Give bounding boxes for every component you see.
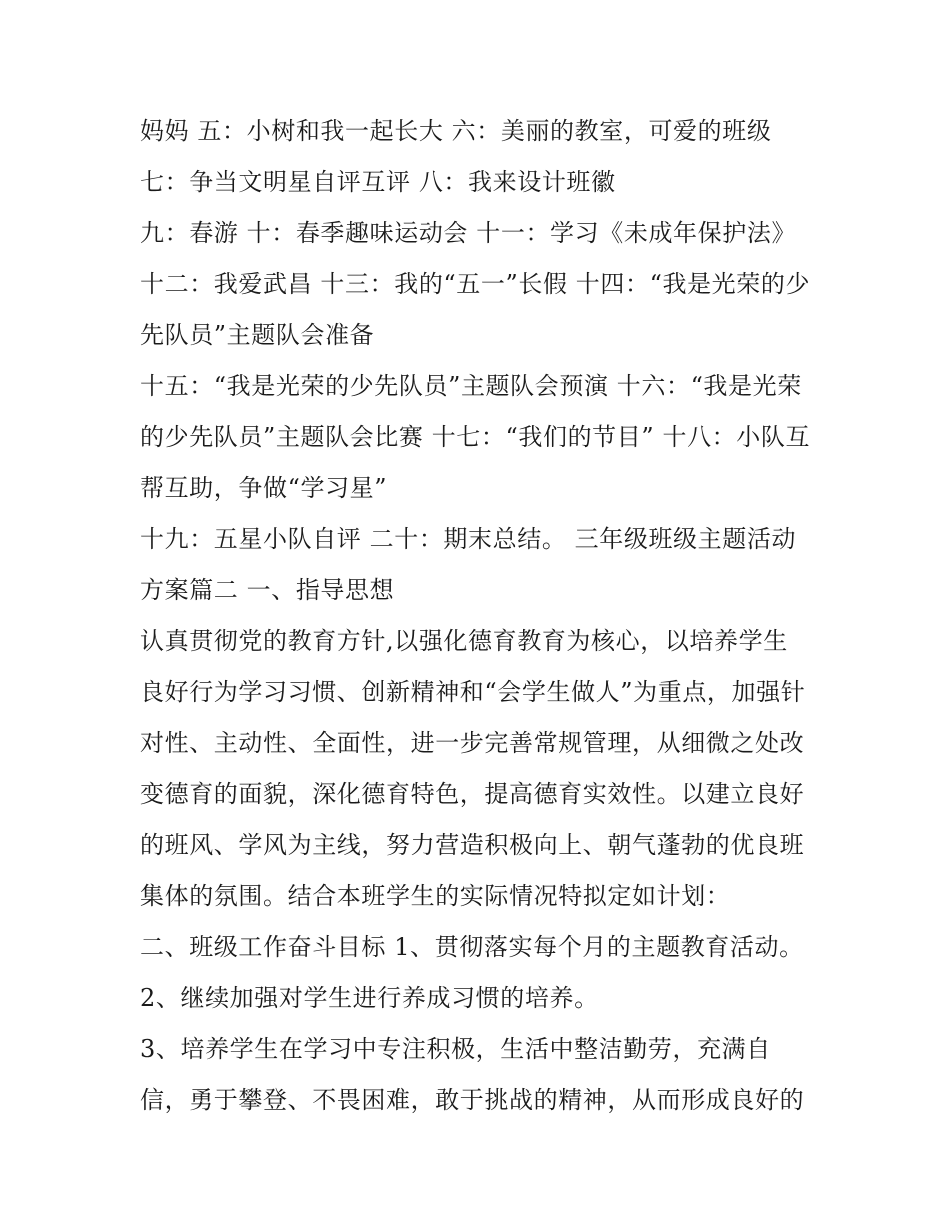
text-line: 变德育的面貌，深化德育特色，提高德育实效性。以建立良好 (140, 780, 805, 808)
text-line: 集体的氛围。结合本班学生的实际情况特拟定如计划： (140, 882, 731, 910)
text-line: 良好行为学习习惯、创新精神和“会学生做人”为重点，加强针 (140, 678, 806, 706)
text-line: 方案篇二 一、指导思想 (140, 576, 395, 604)
text-line: 二、班级工作奋斗目标 1、贯彻落实每个月的主题教育活动。 (140, 933, 804, 961)
text-line: 信，勇于攀登、不畏困难，敢于挑战的精神，从而形成良好的 (140, 1086, 805, 1114)
text-line: 的班风、学风为主线，努力营造积极向上、朝气蓬勃的优良班 (140, 831, 805, 859)
text-line: 九：春游 十：春季趣味运动会 十一：学习《未成年保护法》 (140, 219, 797, 247)
text-line: 认真贯彻党的教育方针,以强化德育教育为核心，以培养学生 (140, 627, 788, 655)
text-line: 的少先队员”主题队会比赛 十七：“我们的节目” 十八：小队互 (140, 423, 811, 451)
text-line: 十九：五星小队自评 二十：期末总结。 三年级班级主题活动 (140, 525, 797, 553)
text-line: 帮互助，争做“学习星” (140, 474, 388, 502)
text-line: 七：争当文明星自评互评 八：我来设计班徽 (140, 168, 616, 196)
text-line: 3、培养学生在学习中专注积极，生活中整洁勤劳，充满自 (140, 1035, 771, 1063)
text-line: 十五：“我是光荣的少先队员”主题队会预演 十六：“我是光荣 (140, 372, 802, 400)
text-line: 对性、主动性、全面性，进一步完善常规管理，从细微之处改 (140, 729, 805, 757)
text-line: 2、继续加强对学生进行养成习惯的培养。 (140, 984, 599, 1012)
document-body (140, 106, 830, 1126)
text-line: 十二：我爱武昌 十三：我的“五一”长假 十四：“我是光荣的少 (140, 270, 811, 298)
text-line: 妈妈 五：小树和我一起长大 六：美丽的教室，可爱的班级 (140, 117, 772, 145)
text-line: 先队员”主题队会准备 (140, 321, 375, 349)
